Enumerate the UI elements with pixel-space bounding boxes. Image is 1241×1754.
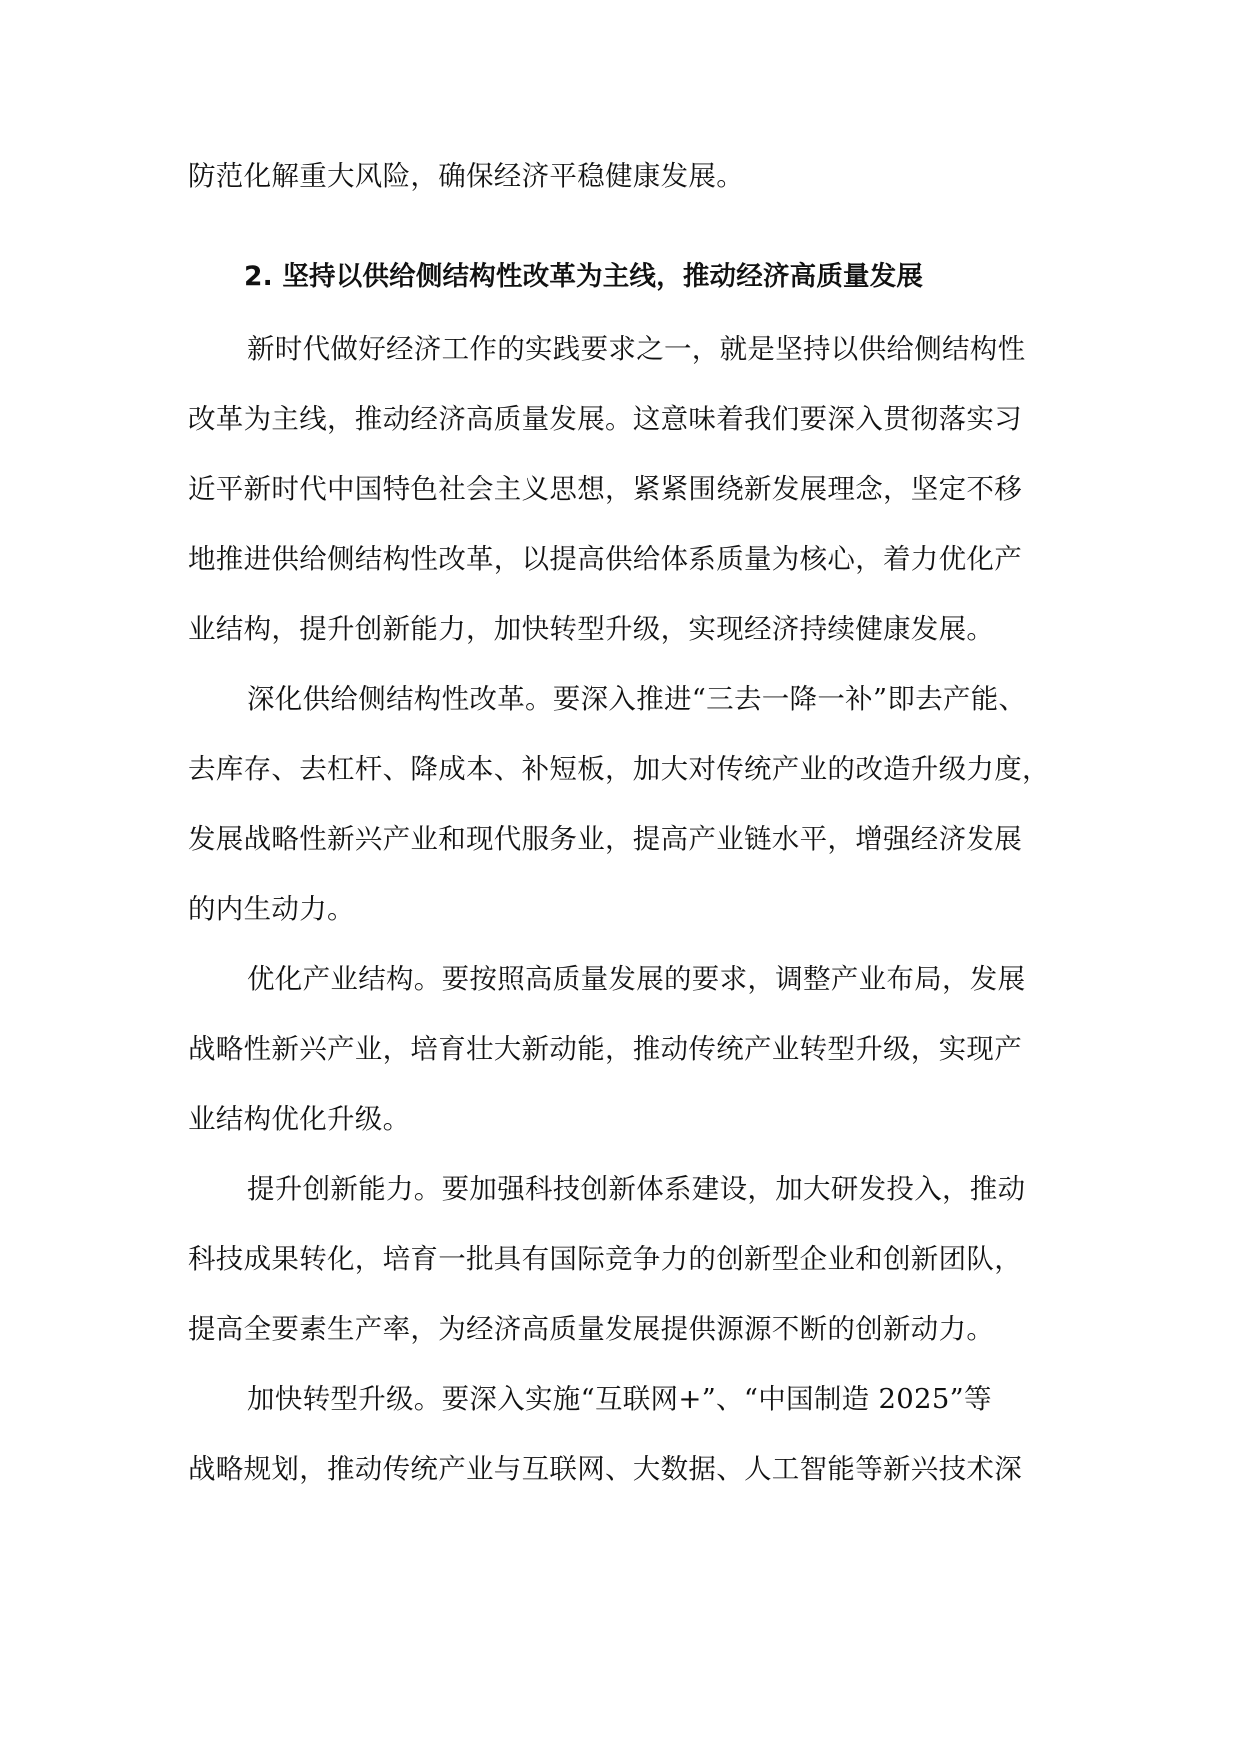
text-line: 防范化解重大风险，确保经济平稳健康发展。 xyxy=(188,160,744,192)
text-line: 地推进供给侧结构性改革，以提高供给体系质量为核心，着力优化产 xyxy=(188,543,1022,575)
text-line: 加快转型升级。要深入实施“互联网+”、“中国制造 2025”等 xyxy=(247,1383,992,1415)
text-line: 战略规划，推动传统产业与互联网、大数据、人工智能等新兴技术深 xyxy=(188,1453,1022,1485)
text-line: 近平新时代中国特色社会主义思想，紧紧围绕新发展理念，坚定不移 xyxy=(188,473,1022,505)
text-line: 科技成果转化，培育一批具有国际竞争力的创新型企业和创新团队， xyxy=(188,1243,1022,1275)
text-line: 改革为主线，推动经济高质量发展。这意味着我们要深入贯彻落实习 xyxy=(188,403,1022,435)
text-line: 深化供给侧结构性改革。要深入推进“三去一降一补”即去产能、 xyxy=(247,683,1027,715)
text-line: 业结构，提升创新能力，加快转型升级，实现经济持续健康发展。 xyxy=(188,613,995,645)
text-line: 提高全要素生产率，为经济高质量发展提供源源不断的创新动力。 xyxy=(188,1313,995,1345)
text-line: 新时代做好经济工作的实践要求之一，就是坚持以供给侧结构性 xyxy=(247,333,1026,365)
text-line: 发展战略性新兴产业和现代服务业，提高产业链水平，增强经济发展 xyxy=(188,823,1022,855)
section-heading: 2. 坚持以供给侧结构性改革为主线，推动经济高质量发展 xyxy=(244,261,924,292)
text-line: 去库存、去杠杆、降成本、补短板，加大对传统产业的改造升级力度， xyxy=(188,753,1050,785)
text-line: 战略性新兴产业，培育壮大新动能，推动传统产业转型升级，实现产 xyxy=(188,1033,1022,1065)
text-line: 优化产业结构。要按照高质量发展的要求，调整产业布局，发展 xyxy=(247,963,1026,995)
text-line: 业结构优化升级。 xyxy=(188,1103,411,1135)
text-line: 提升创新能力。要加强科技创新体系建设，加大研发投入，推动 xyxy=(247,1173,1026,1205)
text-line: 的内生动力。 xyxy=(188,893,355,925)
